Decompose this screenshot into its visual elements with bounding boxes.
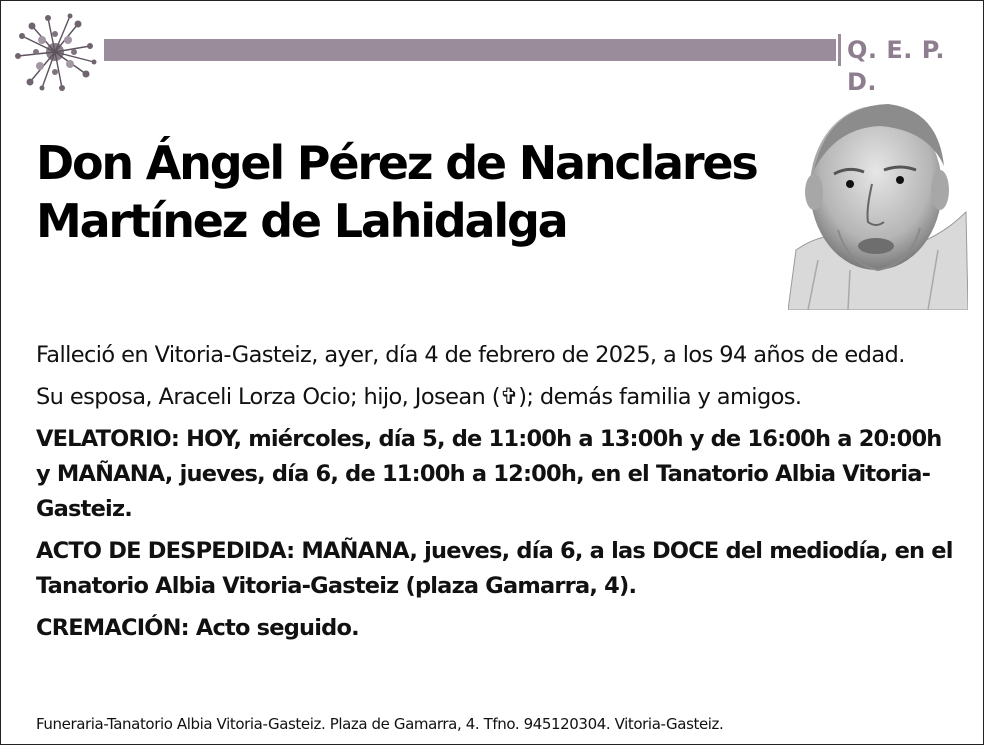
death-notice: Falleció en Vitoria-Gasteiz, ayer, día 4 de febrero de 2025, a los 94 años de edad. (36, 342, 905, 368)
cremacion-notice: CREMACIÓN: Acto seguido. (36, 615, 359, 641)
header-bar (104, 39, 836, 61)
deceased-name (36, 134, 796, 250)
deceased-name-line2: Martínez de Lahidalga (36, 194, 567, 248)
velatorio-notice: VELATORIO: HOY, miércoles, día 5, de 11:00h a 13:00h y de 16:00h a 20:00h y MAÑANA, jueves, día 6, de 11:00h a 12:00h, en el Tanatorio Albia Vitoria-Gasteiz. (36, 426, 942, 522)
deceased-name-line1: Don Ángel Pérez de Nanclares (36, 136, 757, 190)
despedida-notice: ACTO DE DESPEDIDA: MAÑANA, jueves, día 6, a las DOCE del mediodía, en el Tanatorio Albia Vitoria-Gasteiz (plaza Gamarra, 4). (36, 538, 953, 599)
portrait-photo (788, 100, 968, 310)
qepd-label: Q. E. P. D. (838, 34, 978, 66)
funeral-home-footer: Funeraria-Tanatorio Albia Vitoria-Gasteiz. Plaza de Gamarra, 4. Tfno. 945120304. Vitoria-Gasteiz. (36, 715, 724, 733)
family-notice: Su esposa, Araceli Lorza Ocio; hijo, Josean (✞); demás familia y amigos. (36, 384, 802, 410)
notice-body (36, 338, 956, 653)
flower-ornament-icon (12, 12, 98, 92)
